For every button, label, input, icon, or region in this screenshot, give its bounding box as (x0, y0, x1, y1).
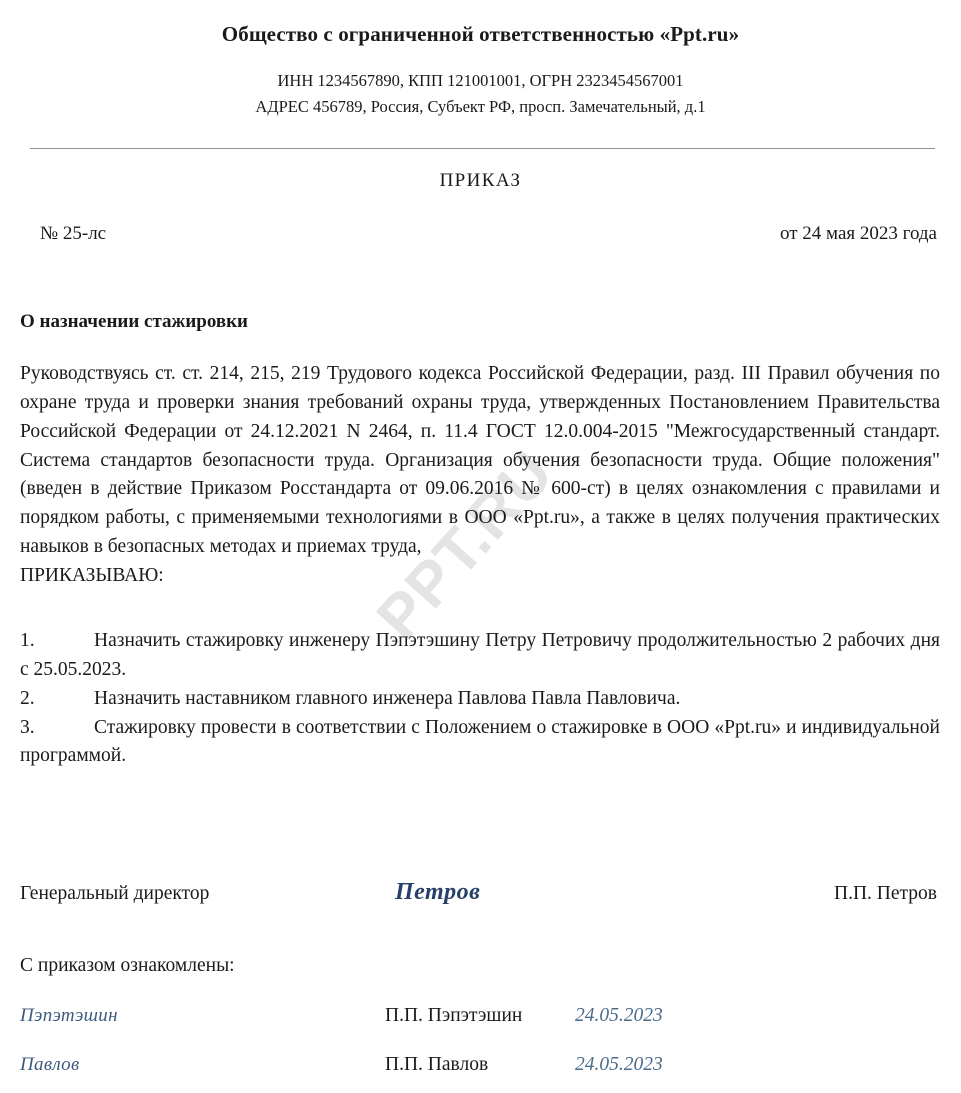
preamble-paragraph (0, 360, 961, 590)
acknowledgement-name: П.П. Пэпэтэшин (385, 1005, 523, 1027)
acknowledgement-row (0, 1005, 961, 1027)
document-date: от 24 мая 2023 года (780, 223, 937, 245)
order-item-number: 3. (20, 716, 35, 738)
document-subject: О назначении стажировки (20, 311, 249, 333)
acknowledgement-scrawl: Пэпэтэшин (20, 1005, 118, 1027)
signature-row (0, 879, 961, 906)
acknowledgement-name: П.П. Павлов (385, 1054, 489, 1076)
acknowledgement-date: 24.05.2023 (575, 1054, 663, 1076)
organization-registration-line: ИНН 1234567890, КПП 121001001, ОГРН 2323454567001 (277, 71, 684, 91)
organization-title: Общество с ограниченной ответственностью «Ppt.ru» (221, 22, 740, 46)
signature-scrawl: Петров (395, 879, 481, 906)
document-meta-row (0, 223, 961, 245)
header-divider (30, 148, 935, 149)
order-item-number: 1. (20, 630, 35, 652)
signatory-position: Генеральный директор (20, 883, 210, 905)
order-item-number: 2. (20, 687, 35, 709)
acknowledgement-date: 24.05.2023 (575, 1005, 663, 1027)
order-item (20, 685, 940, 714)
acknowledgement-label: С приказом ознакомлены: (20, 955, 235, 977)
order-verb: ПРИКАЗЫВАЮ: (20, 564, 164, 586)
organization-address-line: АДРЕС 456789, Россия, Субъект РФ, просп. Замечательный, д.1 (255, 96, 706, 116)
order-item-text: Стажировку провести в соответствии с Положением о стажировке в ООО «Ppt.ru» и индивидуальной программой. (20, 716, 940, 767)
signatory-name: П.П. Петров (834, 883, 937, 905)
order-item (20, 714, 940, 772)
acknowledgement-list (0, 1005, 961, 1076)
order-item-text: Назначить стажировку инженеру Пэпэтэшину Петру Петровичу продолжительностью 2 рабочих дня с 25.05.2023. (20, 630, 940, 681)
acknowledgement-scrawl: Павлов (20, 1054, 80, 1076)
acknowledgement-row (0, 1054, 961, 1076)
order-items-list (0, 627, 961, 771)
preamble-text: Руководствуясь ст. ст. 214, 215, 219 Трудового кодекса Российской Федерации, разд. III Правил обучения по охране труда и проверки знания требований охраны труда, утвержденных Постановлением Правительства Российской Федерации от 24.12.2021 N 2464, п. 11.4 ГОСТ 12.0.004-2015 "Межгосударственный стандарт. Система стандартов безопасности труда. Организация обучения безопасности труда. Общие положения" (введен в действие Приказом Росстандарта от 09.06.2016 № 600-ст) в целях ознакомления с правилами и порядком работы, с применяемыми технологиями в ООО «Ppt.ru», а также в целях получения практических навыков в безопасных методах и приемах труда, (20, 363, 940, 557)
order-item (20, 627, 940, 685)
order-item-text: Назначить наставником главного инженера Павлова Павла Павловича. (94, 687, 681, 709)
document-number: № 25-лс (40, 223, 107, 245)
document-title: ПРИКАЗ (439, 170, 522, 192)
watermark-text: PPT.RU (363, 437, 567, 653)
